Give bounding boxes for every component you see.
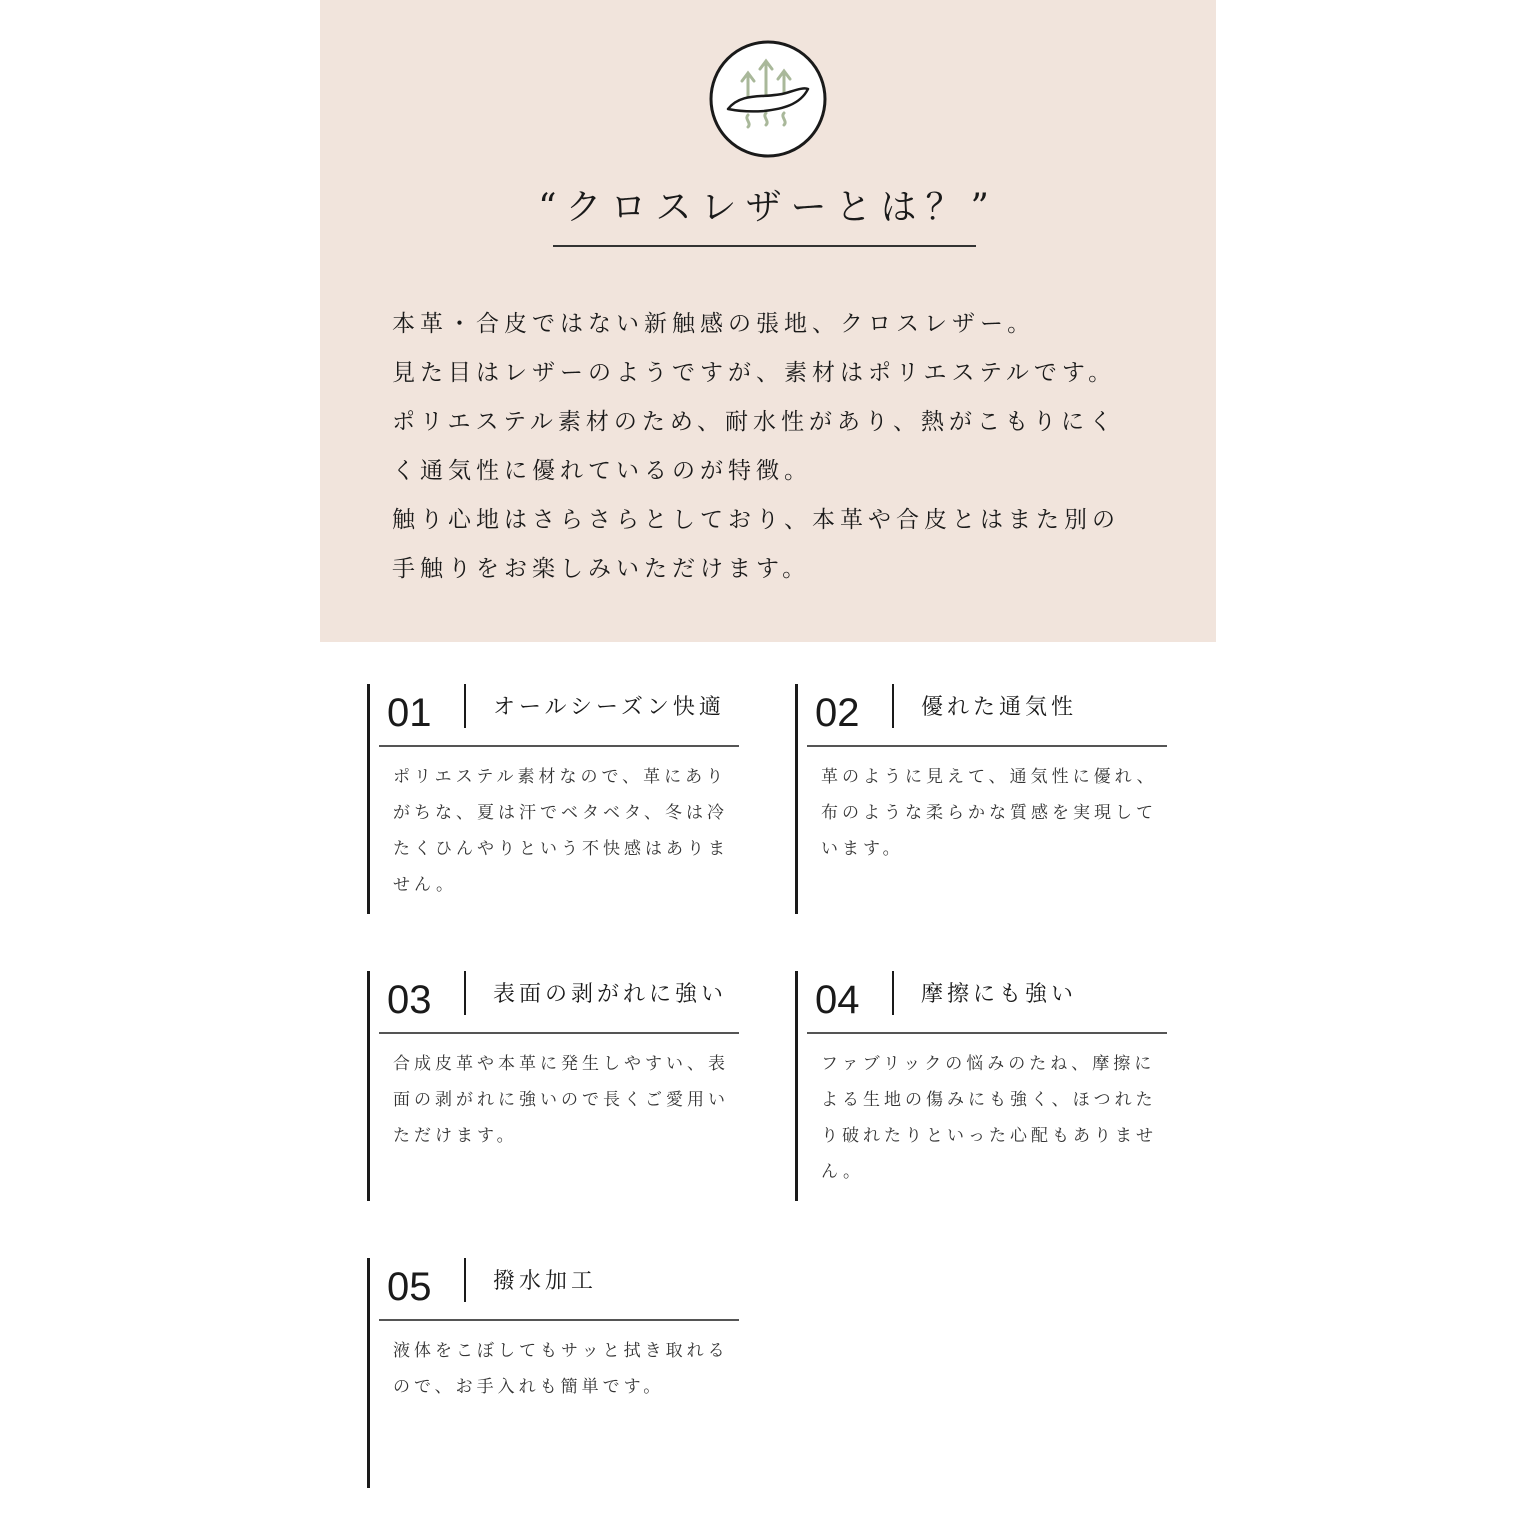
- feature-number: 02: [815, 691, 860, 735]
- hero-description-line: 触り心地はさらさらとしており、本革や合皮とはまた別の: [392, 507, 1120, 533]
- feature-title-rule: [807, 1032, 1167, 1034]
- feature-accent-bar: [367, 971, 370, 1201]
- feature-card-03: [367, 971, 747, 1201]
- feature-description-line: たくひんやりという不快感はありま: [393, 839, 729, 859]
- feature-title-rule: [379, 1319, 739, 1321]
- feature-description: [393, 1046, 743, 1154]
- feature-title-rule: [807, 745, 1167, 747]
- feature-description-line: ファブリックの悩みのたね、摩擦に: [821, 1054, 1156, 1074]
- feature-title: 摩擦にも強い: [921, 982, 1078, 1007]
- feature-number: 04: [815, 978, 860, 1022]
- breathable-fabric-icon: [708, 39, 828, 159]
- feature-description-line: 革のように見えて、通気性に優れ、: [821, 767, 1158, 787]
- feature-accent-bar: [795, 971, 798, 1201]
- feature-title-rule: [379, 1032, 739, 1034]
- feature-description-line: り破れたりといった心配もありませ: [821, 1126, 1157, 1146]
- feature-description-line: 合成皮革や本革に発生しやすい、表: [393, 1054, 729, 1074]
- hero-title: “クロスレザーとは？”: [538, 187, 998, 228]
- feature-description-line: ポリエステル素材なので、革にあり: [393, 767, 728, 787]
- feature-description: [821, 759, 1171, 867]
- feature-number: 05: [387, 1265, 432, 1309]
- feature-description: [821, 1046, 1171, 1190]
- feature-number: 01: [387, 691, 432, 735]
- feature-description-line: ただけます。: [393, 1126, 518, 1146]
- hero-title-underline: [553, 245, 976, 247]
- feature-card-04: [795, 971, 1175, 1201]
- feature-title-rule: [379, 745, 739, 747]
- feature-card-05: [367, 1258, 747, 1488]
- feature-description-line: 布のような柔らかな質感を実現して: [821, 803, 1157, 823]
- feature-title: 優れた通気性: [921, 695, 1078, 720]
- feature-description-line: せん。: [393, 875, 458, 895]
- feature-description-line: よる生地の傷みにも強く、ほつれた: [821, 1090, 1157, 1110]
- feature-number-divider: [464, 971, 466, 1015]
- feature-number-divider: [464, 684, 466, 728]
- feature-accent-bar: [795, 684, 798, 914]
- hero-description-line: 見た目はレザーのようですが、素材はポリエステルです。: [392, 360, 1117, 386]
- hero-description-line: ポリエステル素材のため、耐水性があり、熱がこもりにく: [392, 409, 1118, 435]
- hero-description-line: 本革・合皮ではない新触感の張地、クロスレザー。: [392, 311, 1036, 337]
- feature-number: 03: [387, 978, 432, 1022]
- feature-title: オールシーズン快適: [493, 695, 725, 720]
- feature-description-line: います。: [821, 839, 904, 859]
- hero-description-line: 手触りをお楽しみいただけます。: [392, 556, 811, 582]
- feature-description-line: がちな、夏は汗でベタベタ、冬は冷: [393, 803, 728, 823]
- feature-accent-bar: [367, 1258, 370, 1488]
- feature-description: [393, 1333, 743, 1405]
- feature-title: 撥水加工: [493, 1269, 598, 1294]
- feature-description-line: ん。: [821, 1162, 865, 1182]
- feature-description-line: ので、お手入れも簡単です。: [393, 1377, 665, 1397]
- hero-description: [392, 300, 1192, 594]
- feature-number-divider: [892, 971, 894, 1015]
- feature-accent-bar: [367, 684, 370, 914]
- feature-card-01: [367, 684, 747, 914]
- feature-number-divider: [892, 684, 894, 728]
- feature-number-divider: [464, 1258, 466, 1302]
- hero-description-line: く通気性に優れているのが特徴。: [392, 458, 812, 484]
- feature-description: [393, 759, 743, 903]
- feature-description-line: 面の剥がれに強いので長くご愛用い: [393, 1090, 729, 1110]
- feature-description-line: 液体をこぼしてもサッと拭き取れる: [393, 1341, 729, 1361]
- feature-card-02: [795, 684, 1175, 914]
- feature-title: 表面の剥がれに強い: [493, 982, 728, 1007]
